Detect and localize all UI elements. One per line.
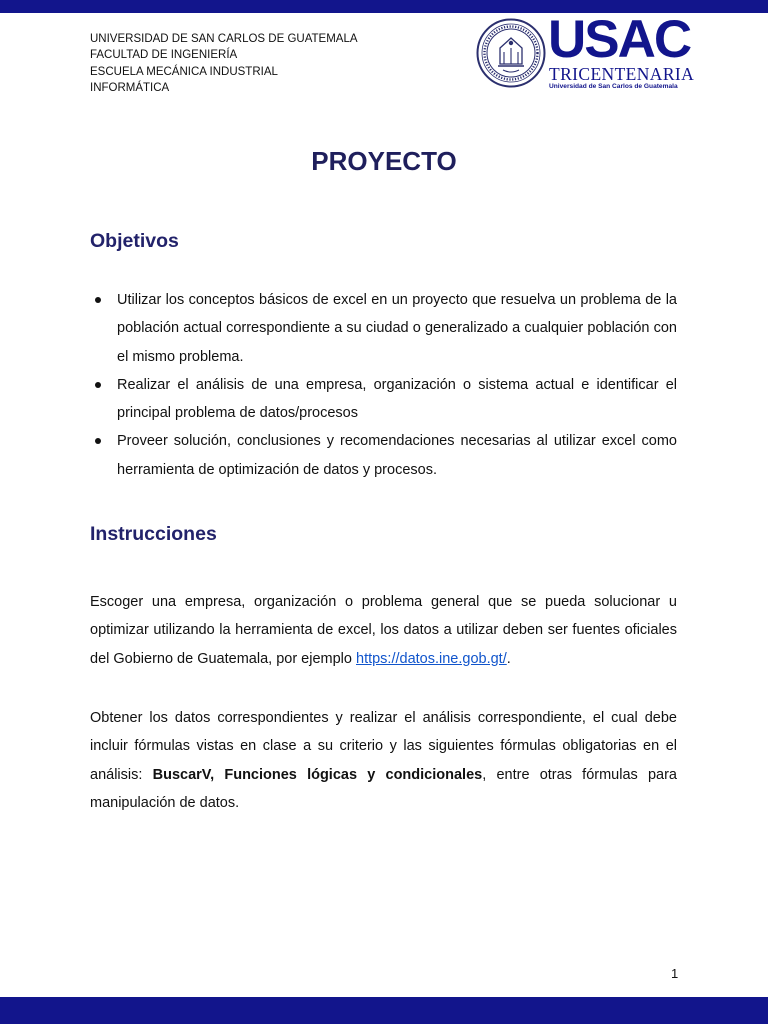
bullet-icon [95, 438, 101, 444]
paragraph-text: Escoger una empresa, organización o problema general que se pueda solucionar u optimizar utilizando la herramienta de excel, los datos a utilizar deben ser fuentes oficiales del Gobierno de Guatemala, por ejemplo [90, 594, 677, 667]
institution-header [90, 31, 358, 96]
ine-data-link[interactable]: https://datos.ine.gob.gt/ [356, 650, 507, 667]
usac-logo [476, 10, 695, 92]
objetivos-heading: Objetivos [90, 230, 179, 252]
list-item [90, 371, 677, 428]
paragraph-text-end: . [506, 650, 511, 667]
usac-subtitle: Universidad de San Carlos de Guatemala [549, 83, 678, 90]
usac-wordmark: USAC [548, 10, 691, 69]
bullet-icon [95, 382, 101, 388]
university-seal-icon [476, 18, 546, 88]
list-item [90, 427, 677, 484]
list-item-text: Realizar el análisis de una empresa, organización o sistema actual e identificar el principal problema de datos/procesos [117, 376, 677, 422]
instrucciones-heading: Instrucciones [90, 523, 217, 545]
required-formulas: BuscarV, Funciones lógicas y condicionales [152, 766, 483, 783]
list-item-text: Proveer solución, conclusiones y recomendaciones necesarias al utilizar excel como herramienta de optimización de datos y procesos. [117, 433, 677, 478]
header-line-school: ESCUELA MECÁNICA INDUSTRIAL [90, 65, 278, 78]
paragraph-text-end: , entre otras fórmulas para manipulación de datos. [90, 766, 677, 811]
paragraph-text: Obtener los datos correspondientes y realizar el análisis correspondiente, el cual debe incluir fórmulas vistas en clase a su criterio y las siguientes fórmulas obligatorias en el análisis: [90, 710, 677, 783]
header-line-course: INFORMÁTICA [90, 81, 170, 94]
bullet-icon [95, 297, 101, 303]
document-title: PROYECTO [311, 146, 457, 176]
usac-tagline: TRICENTENARIA [549, 64, 695, 84]
header-line-faculty: FACULTAD DE INGENIERÍA [90, 49, 238, 62]
header-line-university: UNIVERSIDAD DE SAN CARLOS DE GUATEMALA [90, 33, 358, 45]
page-number: 1 [671, 966, 679, 981]
list-item [90, 286, 677, 371]
instructions-paragraph-2 [90, 704, 677, 817]
instructions-paragraph-1 [90, 588, 677, 673]
bottom-border-bar [0, 997, 768, 1024]
list-item-text: Utilizar los conceptos básicos de excel en un proyecto que resuelva un problema de la población actual correspondiente a su ciudad o generalizado a cualquier población con el mismo problema. [117, 292, 677, 365]
objetivos-list [90, 286, 677, 484]
